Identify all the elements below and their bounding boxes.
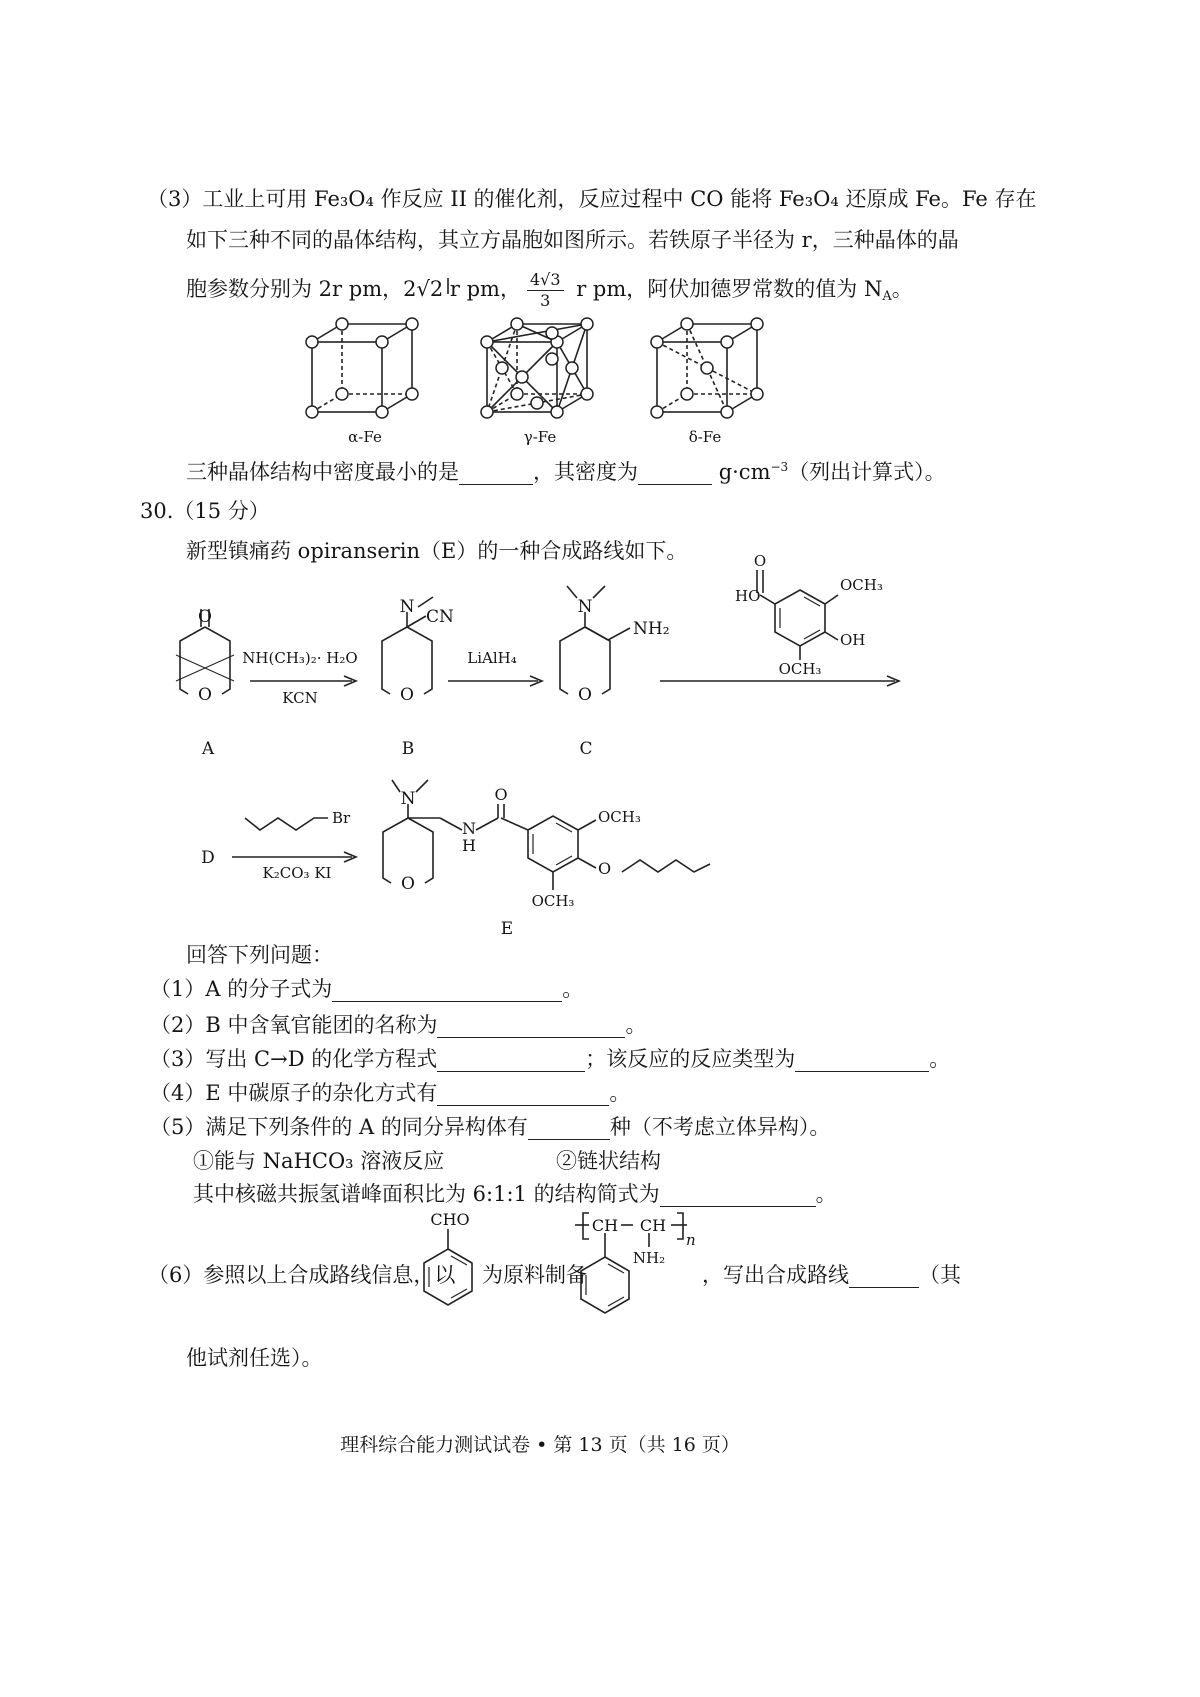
page-footer: 理科综合能力测试试卷 • 第 13 页（共 16 页） <box>340 1434 740 1456</box>
q6-text-e: 他试剂任选）。 <box>186 1346 323 1370</box>
unit-exponent: −3 <box>770 460 789 474</box>
label-c: C <box>579 739 593 759</box>
q5-end: 。 <box>815 1182 837 1206</box>
d-label: D <box>201 848 215 868</box>
acid-ho: HO <box>735 587 761 605</box>
acid-carbonyl-o: O <box>753 552 767 570</box>
q3-end: 。 <box>929 1047 951 1071</box>
ring-a-carbonyl-o: O <box>198 607 212 627</box>
label-a: A <box>201 739 215 759</box>
q5-condition-1: ①能与 NaHCO₃ 溶液反应 <box>193 1149 445 1173</box>
q3-text-b: ；该反应的反应类型为 <box>585 1047 796 1071</box>
q6-text-d: （其 <box>919 1263 961 1287</box>
q5-text-b: 种（不考虑立体异构）。 <box>609 1115 831 1139</box>
q2-end: 。 <box>625 1013 647 1037</box>
ring-a-oxygen: O <box>198 685 212 705</box>
q29-line3-a: 胞参数分别为 2r pm，2√2 r pm， <box>186 277 521 301</box>
benzaldehyde-structure <box>410 1205 490 1320</box>
label-b: B <box>401 739 415 759</box>
cho-label: CHO <box>430 1210 470 1229</box>
e-ether-o: O <box>598 859 612 878</box>
reagent-bc: LiAlH₄ <box>467 649 517 667</box>
q6-text-a: （6）参照以上合成路线信息，以 <box>148 1263 456 1287</box>
q29-line3-b: r pm，阿伏加德罗常数的值为 N <box>569 277 883 301</box>
q30-4 <box>150 1080 630 1106</box>
polymer-nh2: NH₂ <box>632 1249 666 1267</box>
answer-text-a: 三种晶体结构中密度最小的是 <box>186 460 459 484</box>
reagent-ab-bottom: KCN <box>282 689 318 707</box>
q5-text-c: 其中核磁共振氢谱峰面积比为 6:1:1 的结构简式为 <box>193 1182 660 1206</box>
label-e: E <box>500 919 514 939</box>
q3-text: （3）写出 C→D 的化学方程式 <box>150 1047 438 1071</box>
q30-2 <box>150 1012 646 1038</box>
polymer-ch-1: CH <box>591 1216 619 1235</box>
q6-text-b: 为原料制备 <box>482 1263 587 1287</box>
q3-blank-type[interactable] <box>795 1049 929 1072</box>
q6-text-c: ，写出合成路线 <box>702 1263 849 1287</box>
unit: g·cm <box>718 460 771 484</box>
q4-blank[interactable] <box>437 1083 609 1106</box>
gamma-fe-label: γ-Fe <box>523 428 557 446</box>
br-label: Br <box>332 809 351 827</box>
q3-blank-equation[interactable] <box>437 1049 585 1072</box>
q5-condition-2: ②链状结构 <box>556 1149 661 1173</box>
answer-text-c: （列出计算式）。 <box>788 460 946 484</box>
e-carbonyl-o: O <box>494 785 508 804</box>
e-amide-n: N <box>462 819 476 838</box>
b-cn: CN <box>426 607 454 627</box>
e-och3-bottom: OCH₃ <box>531 892 575 910</box>
acid-oh: OH <box>840 631 866 649</box>
q1-text: （1）A 的分子式为 <box>150 977 333 1001</box>
q6-blank-route[interactable] <box>849 1265 919 1288</box>
fraction-numerator: 4√3 <box>527 270 564 291</box>
q4-end: 。 <box>609 1081 631 1105</box>
q30-3 <box>150 1046 950 1072</box>
q30-1 <box>150 976 583 1002</box>
fraction-denominator: 3 <box>540 291 551 310</box>
q2-blank[interactable] <box>437 1015 625 1038</box>
q30-5 <box>150 1114 830 1140</box>
q5-text: （5）满足下列条件的 A 的同分异构体有 <box>150 1115 528 1139</box>
q5-blank-count[interactable] <box>528 1117 610 1140</box>
alpha-fe-label: α-Fe <box>348 428 382 446</box>
q30-intro: 新型镇痛药 opiranserin（E）的一种合成路线如下。 <box>186 539 688 563</box>
ring-e-oxygen: O <box>401 874 415 894</box>
q2-text: （2）B 中含氧官能团的名称为 <box>150 1013 438 1037</box>
polymer-n: n <box>686 1231 696 1249</box>
ring-c-oxygen: O <box>578 685 592 705</box>
e-och3-top: OCH₃ <box>598 808 641 826</box>
q1-blank[interactable] <box>332 979 562 1002</box>
q5-blank-structure[interactable] <box>660 1184 816 1207</box>
delta-fe-label: δ-Fe <box>688 428 722 446</box>
polymer-structure <box>575 1205 695 1325</box>
q1-end: 。 <box>562 977 584 1001</box>
c-nitrogen: N <box>577 597 593 617</box>
answer-intro: 回答下列问题： <box>186 943 333 967</box>
e-nitrogen: N <box>400 789 416 809</box>
q29-line1: （3）工业上可用 Fe₃O₄ 作反应 II 的催化剂，反应过程中 CO 能将 Fe₃O₄ 还原成 Fe。Fe 存在 <box>147 187 1037 211</box>
ring-b-oxygen: O <box>400 685 414 705</box>
acid-och3-bottom: OCH₃ <box>778 660 822 678</box>
na-subscript: A <box>882 289 892 304</box>
q29-line3-end: 。 <box>891 277 913 301</box>
acid-och3-top: OCH₃ <box>840 576 883 594</box>
e-amide-h: H <box>462 836 476 855</box>
c-nh2: NH₂ <box>633 619 670 639</box>
q5-nmr-line <box>193 1181 837 1207</box>
q4-text: （4）E 中碳原子的杂化方式有 <box>150 1081 438 1105</box>
b-nitrogen: N <box>399 597 415 617</box>
q30-number: 30.（15 分） <box>140 499 270 523</box>
reagent-de: K₂CO₃ KI <box>262 864 332 882</box>
polymer-ch-2: CH <box>639 1216 667 1235</box>
q29-line2: 如下三种不同的晶体结构，其立方晶胞如图所示。若铁原子半径为 r，三种晶体的晶 <box>186 228 959 252</box>
answer-text-b: ，其密度为 <box>533 460 638 484</box>
q6-line-end <box>702 1262 961 1288</box>
reagent-ab-top: NH(CH₃)₂· H₂O <box>242 649 358 667</box>
